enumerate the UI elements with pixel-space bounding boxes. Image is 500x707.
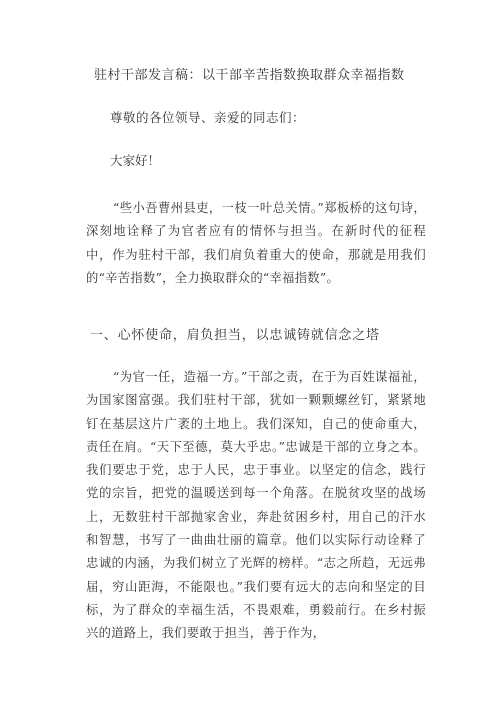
greeting: 大家好！ xyxy=(110,153,161,168)
salutation: 尊敬的各位领导、亲爱的同志们： xyxy=(110,110,306,125)
paragraph-section-1: “为官一任，造福一方。”干部之责，在于为百姓谋福祉，为国家图富强。我们驻村干部，犹如一颗颗螺丝钉，紧紧地钉在基层这片广袤的土地上。我们深知，自己的使命重大，责任在肩。“天下至德，莫大乎忠。”忠诚是干部的立身之本。我们要忠于党，忠于人民，忠于事业。以坚定的信念，践行党的宗旨，把党的温暖送到每一个角落。在脱贫攻坚的战场上，无数驻村干部抛家舍业，奔赴贫困乡村，用自己的汗水和智慧，书写了一曲曲壮丽的篇章。他们以实际行动诠释了忠诚的内涵，为我们树立了光辉的榜样。“志之所趋，无远弗届，穷山距海，不能限也。”我们要有远大的志向和坚定的目标，为了群众的幸福生活，不畏艰难，勇毅前行。在乡村振兴的道路上，我们要敢于担当，善于作为， xyxy=(86,370,426,641)
paragraph-intro: “些小吾曹州县吏，一枝一叶总关情。”郑板桥的这句诗，深刻地诠释了为官者应有的情怀与担当。在新时代的征程中，作为驻村干部，我们肩负着重大的使命，那就是用我们的“辛苦指数”，全力换取群众的“幸福指数”。 xyxy=(86,201,426,285)
document-title: 驻村干部发言稿：以干部辛苦指数换取群众幸福指数 xyxy=(94,68,405,83)
section-heading: 一、心怀使命，肩负担当，以忠诚铸就信念之塔 xyxy=(90,328,380,343)
